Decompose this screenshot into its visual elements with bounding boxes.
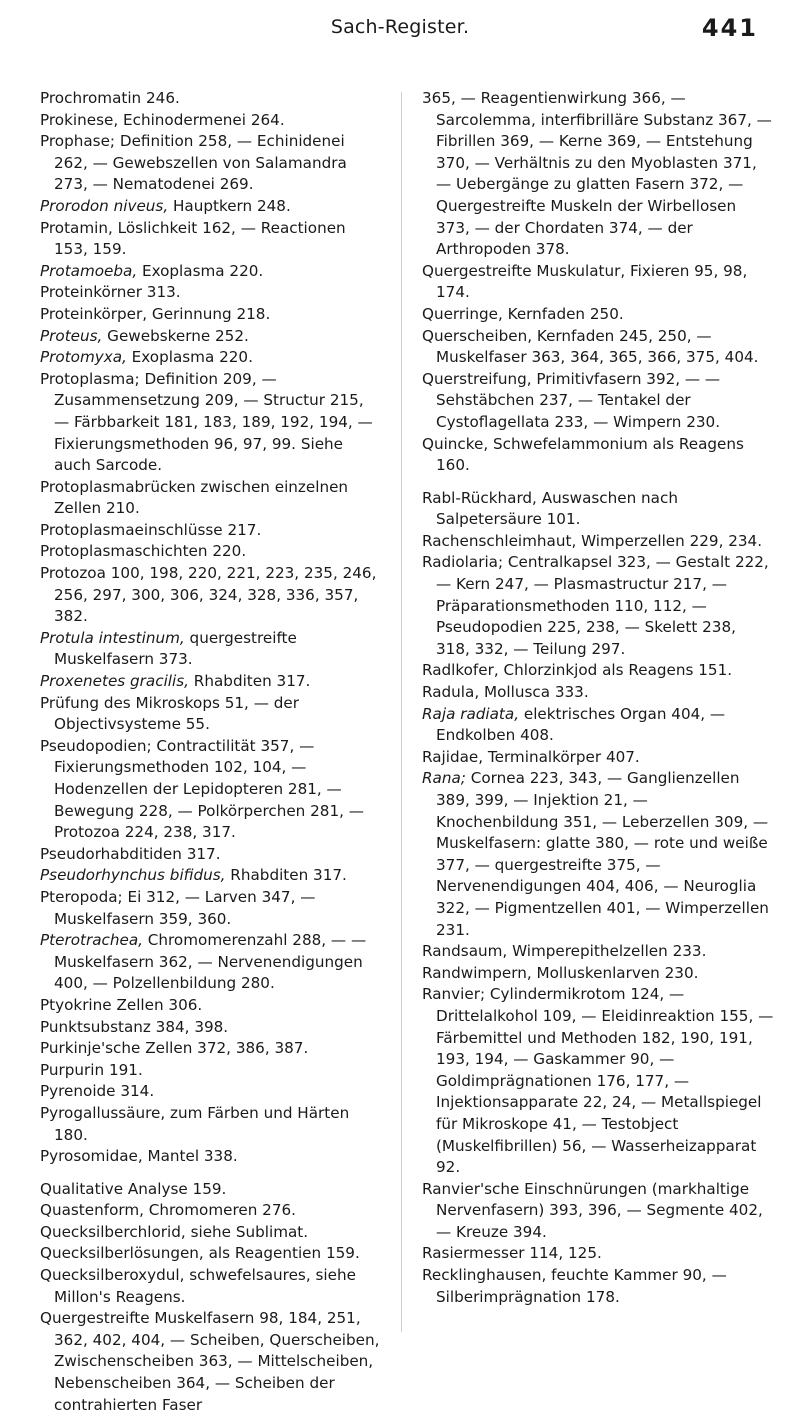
index-entry-term: Protomyxa,: [40, 348, 127, 367]
index-entry-term: Quecksilberlösungen,: [40, 1244, 204, 1263]
index-entry-references: Molluskenlarven 230.: [531, 963, 699, 982]
index-entry-term: Proteus,: [40, 326, 103, 345]
index-entry-term: Protoplasma;: [40, 369, 140, 388]
index-entry-references: Rhabditen 317.: [225, 866, 347, 885]
index-entry: [40, 282, 380, 304]
index-entry-references: als Reagentien 159.: [203, 1244, 360, 1263]
index-entry: [40, 1081, 380, 1103]
index-entry-references: zum Färben und Härten 180.: [54, 1103, 350, 1144]
index-entry-references: Ei 312, — Larven 347, — Muskelfasern 359, 360.: [54, 887, 316, 928]
index-entry-term: Randsaum,: [422, 942, 508, 961]
index-entry: [40, 520, 380, 542]
index-entry: [422, 434, 774, 477]
index-entry-term: Prüfung: [40, 693, 99, 712]
index-entry-references: Terminalkörper 407.: [483, 747, 640, 766]
index-entry-term: Protozoa: [40, 564, 106, 583]
index-entry: [40, 671, 380, 693]
index-entry-term: Quecksilberoxydul,: [40, 1266, 185, 1285]
index-entry-references: 114, 125.: [524, 1244, 602, 1263]
index-entry: [40, 196, 380, 218]
index-entry-references: Mollusca 333.: [479, 683, 589, 702]
index-entry: [40, 693, 380, 736]
index-entry-term: Rajidae,: [422, 747, 484, 766]
index-column-left: [40, 88, 380, 1416]
index-entry-references: Exoplasma 220.: [126, 348, 253, 367]
index-entry: [40, 304, 380, 326]
index-entry-references: 220.: [207, 542, 247, 561]
index-entry-term: Prokinese,: [40, 110, 119, 129]
index-entry-term: Pyrenoide: [40, 1082, 116, 1101]
index-entry: [422, 531, 774, 553]
index-entry: [40, 1179, 380, 1201]
index-entry-references: Rhabditen 317.: [188, 672, 311, 691]
index-entry: [40, 110, 380, 132]
index-entry-term: Protula intestinum,: [40, 628, 185, 647]
index-entry-term: Protoplasmabrücken: [40, 477, 196, 496]
index-entry-term: Qualitative: [40, 1179, 124, 1198]
index-entry-references: elektrisches Organ 404, — Endkolben 408.: [436, 704, 726, 745]
column-divider: [401, 92, 402, 1332]
index-entry: [422, 963, 774, 985]
index-entry-term: Quecksilberchlorid,: [40, 1222, 186, 1241]
index-entry-term: Radlkofer,: [422, 661, 499, 680]
index-entry: [40, 865, 380, 887]
index-entry-term: Ptyokrine: [40, 995, 112, 1014]
index-entry-term: Protoplasmaeinschlüsse: [40, 520, 223, 539]
index-entry-references: 217.: [222, 520, 262, 539]
index-entry: [40, 1060, 380, 1082]
index-entry-term: Pseudorhynchus bifidus,: [40, 866, 226, 885]
index-entry: [40, 1017, 380, 1039]
index-entry-references: Definition 209, — Zusammensetzung 209, — Structur 215, — Färbbarkeit 181, 183, 189, 192, 194, — Fixierungsmethoden 96, 97, 99. Siehe auch Sarcode.: [54, 369, 373, 475]
index-entry: [422, 660, 774, 682]
index-entry-references: Primitivfasern 392, — — Sehstäbchen 237, — Tentakel der Cystoflagellata 233, — Wimpern 230.: [436, 369, 721, 431]
index-entry-term: Proxenetes gracilis,: [40, 672, 189, 691]
running-title: Sach-Register.: [330, 16, 470, 38]
index-entry-references: 317.: [181, 844, 221, 863]
index-entry: [422, 88, 774, 261]
index-entry-references: 314.: [115, 1082, 155, 1101]
page-number: 441: [701, 14, 758, 42]
index-entry: [40, 1243, 380, 1265]
index-entry-term: Protamoeba,: [40, 261, 138, 280]
index-entry-references: Chromomerenzahl 288, — — Muskelfasern 362, — Nervenendigungen 400, — Polzellenbildung 280.: [54, 931, 367, 993]
index-entry-term: Querscheiben,: [422, 326, 533, 345]
index-entry: [40, 628, 380, 671]
index-entry: [40, 844, 380, 866]
index-entry-term: Rabl-Rückhard,: [422, 488, 537, 507]
index-entry-term: Randwimpern,: [422, 963, 532, 982]
index-entry: [40, 261, 380, 283]
index-entry: [422, 1179, 774, 1244]
index-entry-term: Pseudopodien;: [40, 736, 152, 755]
index-entry: [422, 488, 774, 531]
index-entry-term: Quincke,: [422, 434, 489, 453]
index-entry-references: Analyse 159.: [123, 1179, 227, 1198]
index-entry-references: Centralkapsel 323, — Gestalt 222, — Kern 247, — Plasmastructur 217, — Präparationsmethoden 110, 112, — Pseudopodien 225, 238, — Skelett 238, 318, 332, — Teilung 297.: [436, 553, 769, 658]
index-entry-references: Kernfaden 245, 250, — Muskelfaser 363, 364, 365, 366, 375, 404.: [436, 326, 759, 367]
index-entry-references: Gerinnung 218.: [147, 304, 271, 323]
index-entry-references: Contractilität 357, — Fixierungsmethoden 102, 104, — Hodenzellen der Lepidopteren 281, — Bewegung 228, — Polkörperchen 281, — Protozoa 224, 238, 317.: [54, 736, 364, 842]
index-entry-term: Recklinghausen,: [422, 1266, 547, 1285]
index-entry-references: Chlorzinkjod als Reagens 151.: [498, 661, 733, 680]
index-entry-references: Definition 258, — Echinidenei 262, — Gewebszellen von Salamandra 273, — Nematodenei 269.: [54, 132, 347, 194]
index-entry-references: siehe Sublimat.: [185, 1222, 309, 1241]
index-entry-references: Löslichkeit 162, — Reactionen 153, 159.: [54, 218, 346, 259]
index-entry-references: Einschnürungen (markhaltige Nervenfasern) 393, 396, — Segmente 402, — Kreuze 394.: [436, 1179, 763, 1241]
index-entry: [40, 1308, 380, 1416]
index-entry-references: Muskelfasern 98, 184, 251, 362, 402, 404, — Scheiben, Querscheiben, Zwischenscheiben 363, — Mittelscheiben, Nebenscheiben 364, — Scheiben der contrahierten Faser: [54, 1309, 380, 1414]
index-entry-term: Quergestreifte: [40, 1309, 150, 1328]
index-entry-references: Echinodermenei 264.: [118, 110, 285, 129]
index-entry: [422, 747, 774, 769]
index-entry-references: quergestreifte Muskelfasern 373.: [54, 628, 297, 669]
index-entry-references: Auswaschen nach Salpetersäure 101.: [436, 488, 678, 529]
index-entry: [40, 541, 380, 563]
index-entry-references: Wimperepithelzellen 233.: [507, 942, 707, 961]
index-entry-term: Ranvier;: [422, 985, 486, 1004]
index-entry-term: Radula,: [422, 683, 480, 702]
index-entry-references: Zellen 372, 386, 387.: [140, 1039, 309, 1058]
index-entry: [40, 563, 380, 628]
index-entry: [40, 88, 380, 110]
index-entry-references: Wimperzellen 229, 234.: [576, 531, 763, 550]
index-entry: [422, 261, 774, 304]
index-entry: [40, 995, 380, 1017]
index-entry: [422, 304, 774, 326]
index-entry-term: Prorodon niveus,: [40, 196, 169, 215]
index-entry-term: Pyrogallussäure,: [40, 1103, 166, 1122]
index-entry: [422, 1243, 774, 1265]
index-entry: [40, 1038, 380, 1060]
index-entry-term: Querstreifung,: [422, 369, 532, 388]
index-entry-term: Rachenschleimhaut,: [422, 531, 577, 550]
index-entry: [40, 326, 380, 348]
index-entry: [422, 768, 774, 941]
index-entry-references: Zellen 306.: [111, 995, 203, 1014]
index-entry-term: Protamin,: [40, 218, 113, 237]
index-entry: [40, 477, 380, 520]
index-entry: [40, 369, 380, 477]
index-entry-references: schwefelsaures, siehe Millon's Reagens.: [54, 1266, 356, 1306]
index-entry-term: Raja radiata,: [422, 704, 520, 723]
page-header: [0, 10, 800, 50]
index-entry-references: 365, — Reagentienwirkung 366, — Sarcolemma, interfibrilläre Substanz 367, — Fibrillen 369, — Kerne 369, — Entstehung 370, — Verhältnis zu den Myoblasten 371, — Uebergänge zu glatten Fasern 372, — Quergestreifte Muskeln der Wirbellosen 373, — der Chordaten 374, — der Arthropoden 378.: [422, 89, 772, 259]
index-entry: [422, 941, 774, 963]
index-entry: [422, 1265, 774, 1308]
index-entry-term: Pseudorhabditiden: [40, 844, 182, 863]
index-entry: [40, 930, 380, 995]
index-entry-references: Cornea 223, 343, — Ganglienzellen 389, 399, — Injektion 21, — Knochenbildung 351, — Leberzellen 309, — Muskelfasern: glatte 380, — rote und weiße 377, — quergestreifte 375, — Nervenendigungen 404, 406, — Neuroglia 322, — Pigmentzellen 401, — Wimperzellen 231.: [436, 769, 769, 939]
index-entry-term: Prophase;: [40, 132, 116, 151]
index-entry: [40, 736, 380, 844]
index-entry-term: Protoplasmaschichten: [40, 542, 208, 561]
index-entry-term: Purkinje'sche: [40, 1039, 141, 1058]
index-entry: [40, 1103, 380, 1146]
index-entry: [40, 131, 380, 196]
index-entry-references: Exoplasma 220.: [137, 261, 264, 280]
index-entry: [422, 326, 774, 369]
index-entry: [422, 369, 774, 434]
index-entry-term: Radiolaria;: [422, 553, 504, 572]
index-entry-references: Mantel 338.: [142, 1147, 238, 1166]
index-entry-term: Proteinkörner: [40, 283, 142, 302]
index-entry-term: Ranvier'sche: [422, 1179, 520, 1198]
index-entry: [40, 1222, 380, 1244]
index-entry-term: Pyrosomidae,: [40, 1147, 143, 1166]
index-entry: [422, 704, 774, 747]
index-entry-references: Gewebskerne 252.: [102, 326, 249, 345]
index-entry: [422, 984, 774, 1178]
index-entry-references: Cylindermikrotom 124, — Drittelalkohol 109, — Eleidinreaktion 155, — Färbemittel und Methoden 182, 190, 191, 193, 194, — Gaskammer 90, — Goldimprägnationen 176, 177, — Injektionsapparate 22, 24, — Metallspiegel für Mikroskope 41, — Testobject (Muskelfibrillen) 56, — Wasserheizapparat 92.: [436, 985, 774, 1177]
index-entry-references: Kernfaden 250.: [502, 304, 624, 323]
index-entry-term: Rana;: [422, 769, 466, 788]
index-entry-term: Querringe,: [422, 304, 503, 323]
index-entry: [40, 1200, 380, 1222]
index-entry-references: des Mikroskops 51, — der Objectivsysteme 55.: [54, 693, 299, 734]
index-entry: [40, 347, 380, 369]
index-entry: [40, 1265, 380, 1308]
index-entry-references: Muskulatur, Fixieren 95, 98, 174.: [436, 261, 748, 302]
index-entry-references: zwischen einzelnen Zellen 210.: [54, 477, 349, 518]
index-entry-references: 313.: [141, 283, 181, 302]
index-entry: [40, 887, 380, 930]
index-entry-term: Pteropoda;: [40, 887, 123, 906]
index-entry-references: Schwefelammonium als Reagens 160.: [436, 434, 744, 475]
index-entry: [40, 218, 380, 261]
index-entry-references: 384, 398.: [150, 1017, 229, 1036]
index-entry-references: 246.: [141, 89, 180, 107]
index-column-right: [422, 88, 774, 1308]
index-entry-references: 191.: [104, 1060, 143, 1079]
index-entry-term: Purpurin: [40, 1060, 105, 1079]
index-entry-term: Rasiermesser: [422, 1244, 525, 1263]
index-entry-term: Quergestreifte: [422, 261, 532, 280]
index-entry: [422, 682, 774, 704]
index-entry-references: feuchte Kammer 90, — Silberimprägnation 178.: [436, 1266, 727, 1306]
index-entry-references: Hauptkern 248.: [168, 196, 291, 215]
index-entry-references: 100, 198, 220, 221, 223, 235, 246, 256, 297, 300, 306, 324, 328, 336, 357, 382.: [54, 564, 377, 626]
index-entry-references: Chromomeren 276.: [143, 1201, 296, 1220]
index-entry-term: Pterotrachea,: [40, 931, 143, 950]
index-entry-term: Proteinkörper,: [40, 304, 148, 323]
index-entry: [422, 552, 774, 660]
index-entry: [40, 1146, 380, 1168]
index-entry-term: Punktsubstanz: [40, 1017, 151, 1036]
index-entry-term: Quastenform,: [40, 1201, 144, 1220]
index-entry-term: Prochromatin: [40, 89, 142, 107]
